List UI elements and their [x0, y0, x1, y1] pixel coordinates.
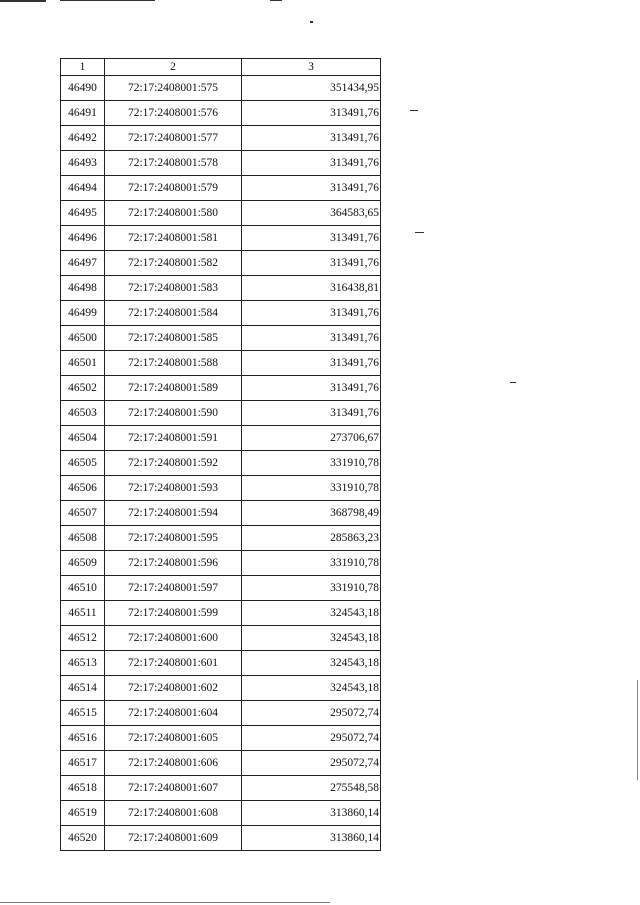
value-cell: 331910,78 [242, 576, 381, 601]
row-number-cell: 46520 [61, 826, 105, 851]
table-row [61, 426, 381, 451]
cadastral-number-cell: 72:17:2408001:607 [105, 776, 242, 801]
value-cell: 364583,65 [242, 201, 381, 226]
table-row [61, 376, 381, 401]
cadastral-number-cell: 72:17:2408001:576 [105, 101, 242, 126]
table-row [61, 801, 381, 826]
value-cell: 324543,18 [242, 601, 381, 626]
cadastral-number-cell: 72:17:2408001:600 [105, 626, 242, 651]
table-row [61, 451, 381, 476]
row-number-cell: 46517 [61, 751, 105, 776]
row-number-cell: 46503 [61, 401, 105, 426]
row-number-cell: 46514 [61, 676, 105, 701]
scan-edge-right [637, 680, 638, 780]
scan-line-bottom [0, 902, 330, 903]
scan-dash-right [415, 232, 424, 233]
value-cell: 295072,74 [242, 751, 381, 776]
value-cell: 324543,18 [242, 676, 381, 701]
table-row [61, 151, 381, 176]
row-number-cell: 46519 [61, 801, 105, 826]
value-cell: 273706,67 [242, 426, 381, 451]
cadastral-number-cell: 72:17:2408001:605 [105, 726, 242, 751]
cadastral-number-cell: 72:17:2408001:596 [105, 551, 242, 576]
value-cell: 275548,58 [242, 776, 381, 801]
row-number-cell: 46497 [61, 251, 105, 276]
value-cell: 324543,18 [242, 626, 381, 651]
value-cell: 324543,18 [242, 651, 381, 676]
cadastral-number-cell: 72:17:2408001:597 [105, 576, 242, 601]
value-cell: 313491,76 [242, 151, 381, 176]
row-number-cell: 46494 [61, 176, 105, 201]
row-number-cell: 46509 [61, 551, 105, 576]
row-number-cell: 46490 [61, 76, 105, 101]
cadastral-number-cell: 72:17:2408001:591 [105, 426, 242, 451]
value-cell: 313491,76 [242, 176, 381, 201]
row-number-cell: 46506 [61, 476, 105, 501]
row-number-cell: 46502 [61, 376, 105, 401]
row-number-cell: 46513 [61, 651, 105, 676]
table-row [61, 251, 381, 276]
cadastral-number-cell: 72:17:2408001:588 [105, 351, 242, 376]
scan-dot-top [310, 21, 313, 23]
scan-line-top-left [0, 0, 46, 2]
table-row [61, 826, 381, 851]
cadastral-number-cell: 72:17:2408001:590 [105, 401, 242, 426]
value-cell: 313491,76 [242, 226, 381, 251]
value-cell: 351434,95 [242, 76, 381, 101]
value-cell: 285863,23 [242, 526, 381, 551]
table-row [61, 701, 381, 726]
table-row [61, 651, 381, 676]
table-row [61, 176, 381, 201]
row-number-cell: 46501 [61, 351, 105, 376]
row-number-cell: 46496 [61, 226, 105, 251]
column-header-1: 1 [61, 59, 105, 76]
row-number-cell: 46512 [61, 626, 105, 651]
value-cell: 313860,14 [242, 801, 381, 826]
table-row [61, 226, 381, 251]
table-row [61, 501, 381, 526]
value-cell: 313491,76 [242, 351, 381, 376]
value-cell: 295072,74 [242, 701, 381, 726]
cadastral-value-table [60, 58, 381, 851]
row-number-cell: 46508 [61, 526, 105, 551]
cadastral-number-cell: 72:17:2408001:604 [105, 701, 242, 726]
cadastral-number-cell: 72:17:2408001:584 [105, 301, 242, 326]
row-number-cell: 46492 [61, 126, 105, 151]
cadastral-number-cell: 72:17:2408001:593 [105, 476, 242, 501]
table-row [61, 326, 381, 351]
cadastral-number-cell: 72:17:2408001:608 [105, 801, 242, 826]
cadastral-number-cell: 72:17:2408001:578 [105, 151, 242, 176]
value-cell: 313491,76 [242, 251, 381, 276]
table-row [61, 351, 381, 376]
table-row [61, 76, 381, 101]
value-cell: 313491,76 [242, 101, 381, 126]
cadastral-number-cell: 72:17:2408001:582 [105, 251, 242, 276]
cadastral-number-cell: 72:17:2408001:606 [105, 751, 242, 776]
scan-line-top-short [270, 0, 282, 1]
column-header-2: 2 [105, 59, 242, 76]
table-row [61, 626, 381, 651]
value-cell: 313491,76 [242, 376, 381, 401]
column-header-3: 3 [242, 59, 381, 76]
cadastral-number-cell: 72:17:2408001:599 [105, 601, 242, 626]
row-number-cell: 46498 [61, 276, 105, 301]
value-cell: 368798,49 [242, 501, 381, 526]
cadastral-number-cell: 72:17:2408001:595 [105, 526, 242, 551]
table-row [61, 551, 381, 576]
row-number-cell: 46504 [61, 426, 105, 451]
table-header-row [61, 59, 381, 76]
value-cell: 295072,74 [242, 726, 381, 751]
table-row [61, 526, 381, 551]
value-cell: 313491,76 [242, 126, 381, 151]
cadastral-number-cell: 72:17:2408001:577 [105, 126, 242, 151]
scan-dash-right-3 [510, 382, 516, 383]
table-row [61, 126, 381, 151]
row-number-cell: 46507 [61, 501, 105, 526]
row-number-cell: 46515 [61, 701, 105, 726]
table-row [61, 476, 381, 501]
cadastral-number-cell: 72:17:2408001:602 [105, 676, 242, 701]
row-number-cell: 46505 [61, 451, 105, 476]
table-body [61, 76, 381, 851]
data-table-container [60, 58, 380, 851]
cadastral-number-cell: 72:17:2408001:581 [105, 226, 242, 251]
row-number-cell: 46493 [61, 151, 105, 176]
cadastral-number-cell: 72:17:2408001:589 [105, 376, 242, 401]
table-row [61, 676, 381, 701]
row-number-cell: 46495 [61, 201, 105, 226]
scan-line-top [60, 0, 155, 1]
scan-dash-right-2 [410, 110, 418, 111]
row-number-cell: 46518 [61, 776, 105, 801]
cadastral-number-cell: 72:17:2408001:579 [105, 176, 242, 201]
cadastral-number-cell: 72:17:2408001:592 [105, 451, 242, 476]
value-cell: 331910,78 [242, 451, 381, 476]
table-row [61, 576, 381, 601]
table-row [61, 776, 381, 801]
row-number-cell: 46500 [61, 326, 105, 351]
cadastral-number-cell: 72:17:2408001:580 [105, 201, 242, 226]
table-row [61, 601, 381, 626]
value-cell: 331910,78 [242, 476, 381, 501]
table-row [61, 301, 381, 326]
table-row [61, 201, 381, 226]
table-row [61, 101, 381, 126]
row-number-cell: 46511 [61, 601, 105, 626]
cadastral-number-cell: 72:17:2408001:609 [105, 826, 242, 851]
value-cell: 313491,76 [242, 301, 381, 326]
cadastral-number-cell: 72:17:2408001:594 [105, 501, 242, 526]
value-cell: 313491,76 [242, 401, 381, 426]
table-row [61, 401, 381, 426]
table-row [61, 726, 381, 751]
row-number-cell: 46499 [61, 301, 105, 326]
row-number-cell: 46510 [61, 576, 105, 601]
value-cell: 313860,14 [242, 826, 381, 851]
value-cell: 316438,81 [242, 276, 381, 301]
cadastral-number-cell: 72:17:2408001:601 [105, 651, 242, 676]
cadastral-number-cell: 72:17:2408001:585 [105, 326, 242, 351]
table-row [61, 751, 381, 776]
table-row [61, 276, 381, 301]
value-cell: 331910,78 [242, 551, 381, 576]
row-number-cell: 46491 [61, 101, 105, 126]
row-number-cell: 46516 [61, 726, 105, 751]
cadastral-number-cell: 72:17:2408001:575 [105, 76, 242, 101]
cadastral-number-cell: 72:17:2408001:583 [105, 276, 242, 301]
value-cell: 313491,76 [242, 326, 381, 351]
